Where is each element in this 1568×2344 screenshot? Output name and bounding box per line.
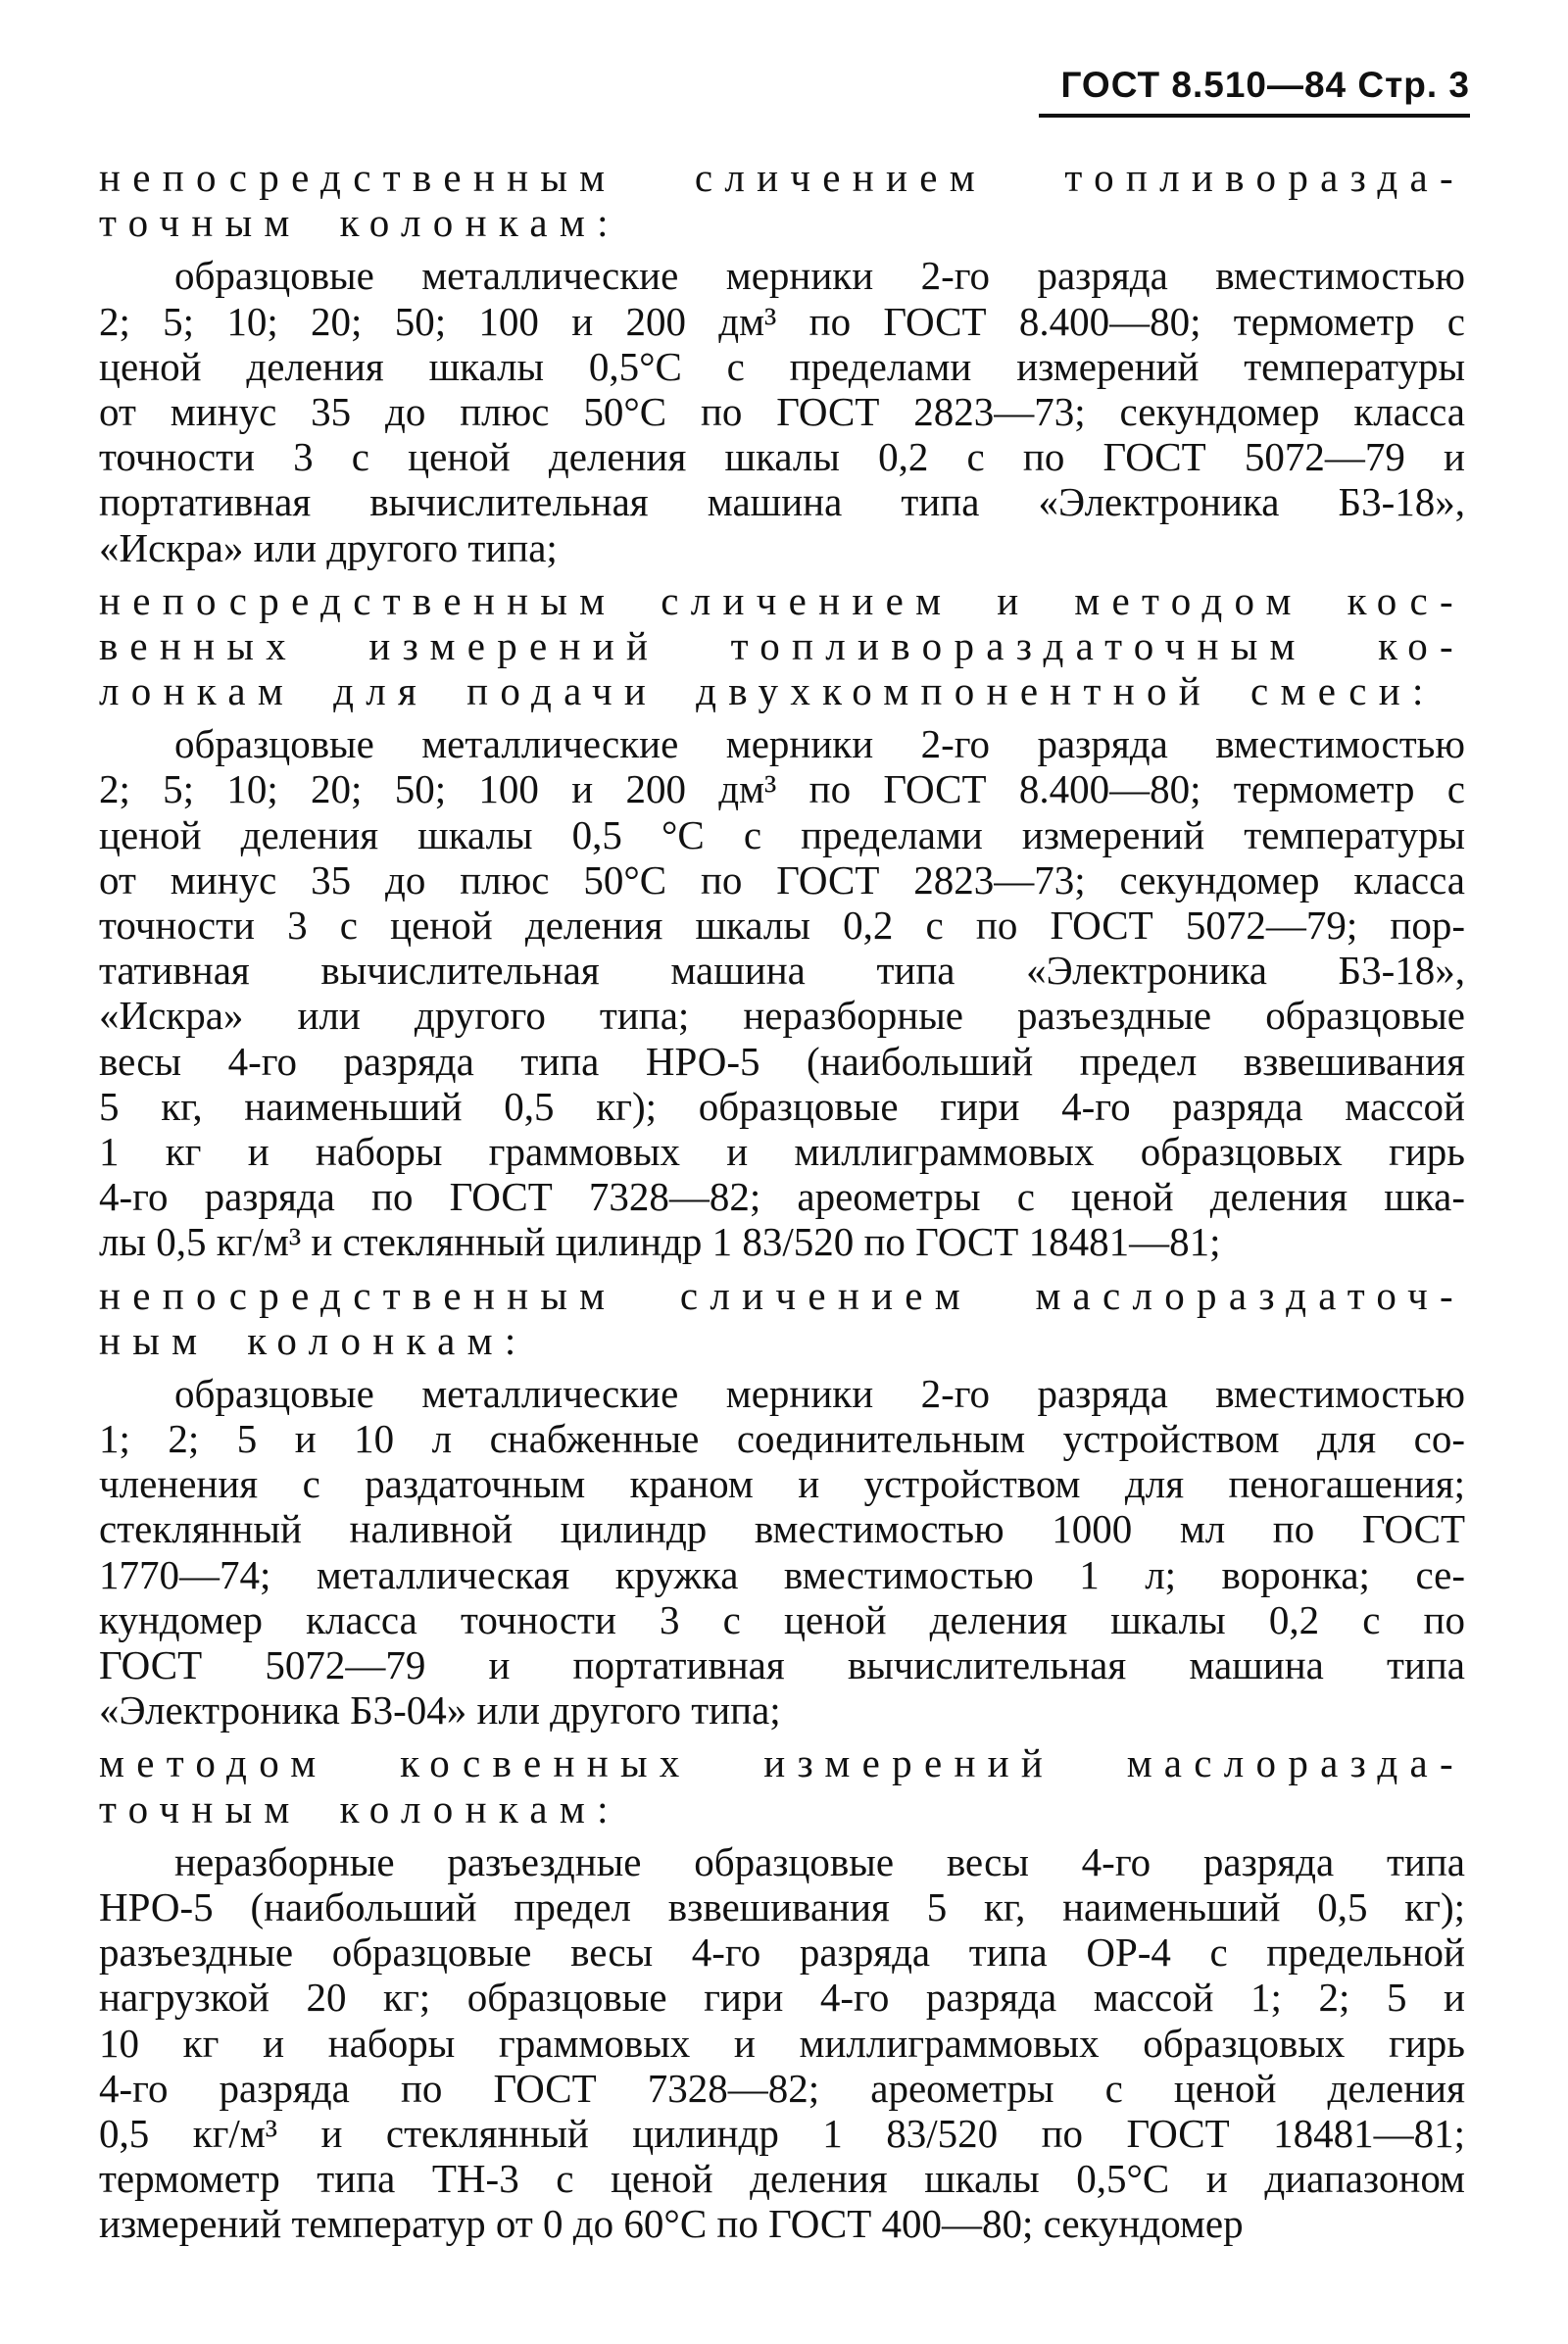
text-line: от минус 35 до плюс 50°С по ГОСТ 2823—73; секундомер класса [99,388,1465,434]
text-line: ГОСТ 5072—79 и портативная вычислительная машина типа [99,1642,1465,1687]
text-line: непосредственным сличением маслораздаточ- [99,1272,1465,1318]
text-line: точности 3 с ценой деления шкалы 0,2 с по ГОСТ 5072—79; пор- [99,903,1465,948]
text-line: неразборные разъездные образцовые весы 4-го разряда типа [174,1838,1465,1884]
page-header [1039,65,1470,123]
text-line: НРО-5 (наибольший предел взвешивания 5 кг, наименьший 0,5 кг); [99,1883,1465,1929]
text-line: 5 кг, наименьший 0,5 кг); образцовые гири 4-го разряда массой [99,1083,1465,1129]
spaced-heading [99,578,1465,714]
text-line: 1770—74; металлическая кружка вместимостью 1 л; воронка; се- [99,1551,1465,1597]
text-line: стеклянный наливной цилиндр вместимостью 1000 мл по ГОСТ [99,1506,1465,1552]
body-paragraph [99,721,1465,1264]
text-line: термометр типа ТН-3 с ценой деления шкалы 0,5°С и диапазоном [99,2156,1465,2202]
text-line: лонкам для подачи двухкомпонентной смеси: [99,668,1436,714]
spaced-heading [99,1740,1465,1831]
text-line: 1 кг и наборы граммовых и миллиграммовых образцовых гирь [99,1128,1465,1174]
text-line: нагрузкой 20 кг; образцовые гири 4-го разряда массой 1; 2; 5 и [99,1975,1465,2021]
text-line: «Искра» или другого типа; неразборные разъездные образцовые [99,993,1465,1039]
text-line: «Электроника Б3-04» или другого типа; [99,1687,781,1734]
text-line: портативная вычислительная машина типа «Электроника Б3-18», [99,479,1465,525]
text-line: тативная вычислительная машина типа «Электроника Б3-18», [99,948,1465,994]
text-line: образцовые металлические мерники 2-го разряда вместимостью [174,1370,1465,1416]
text-line: 0,5 кг/м³ и стеклянный цилиндр 1 83/520 по ГОСТ 18481—81; [99,2110,1465,2156]
text-line: точным колонкам: [99,1785,620,1831]
text-line: точным колонкам: [99,200,620,246]
text-line: измерений температур от 0 до 60°С по ГОСТ 400—80; секундомер [99,2201,1244,2247]
header-rule [1039,114,1470,118]
document-body [99,155,1465,2246]
text-line: кундомер класса точности 3 с ценой деления шкалы 0,2 с по [99,1596,1465,1642]
text-line: 4-го разряда по ГОСТ 7328—82; ареометры с ценой деления [99,2065,1465,2111]
spaced-heading [99,155,1465,245]
text-line: 4-го разряда по ГОСТ 7328—82; ареометры с ценой деления шка- [99,1174,1465,1220]
text-line: ценой деления шкалы 0,5 °С с пределами измерений температуры [99,811,1465,857]
text-line: 2; 5; 10; 20; 50; 100 и 200 дм³ по ГОСТ 8.400—80; термометр с [99,298,1465,344]
body-paragraph [99,253,1465,569]
body-paragraph [99,1839,1465,2247]
text-line: образцовые металлические мерники 2-го разряда вместимостью [174,721,1465,767]
text-line: 2; 5; 10; 20; 50; 100 и 200 дм³ по ГОСТ 8.400—80; термометр с [99,766,1465,812]
text-line: весы 4-го разряда типа НРО-5 (наибольший предел взвешивания [99,1038,1465,1084]
text-line: «Искра» или другого типа; [99,524,558,570]
header-text: ГОСТ 8.510—84 Стр. 3 [1060,65,1470,105]
spaced-heading [99,1273,1465,1363]
body-paragraph [99,1371,1465,1734]
text-line: лы 0,5 кг/м³ и стеклянный цилиндр 1 83/520 по ГОСТ 18481—81; [99,1219,1221,1265]
text-line: непосредственным сличением топливоразда- [99,155,1465,200]
text-line: образцовые металлические мерники 2-го разряда вместимостью [174,253,1465,299]
text-line: 1; 2; 5 и 10 л снабженные соединительным устройством для со- [99,1416,1465,1462]
text-line: от минус 35 до плюс 50°С по ГОСТ 2823—73; секундомер класса [99,856,1465,903]
text-line: непосредственным сличением и методом кос- [99,577,1465,623]
text-line: членения с раздаточным краном и устройством для пеногашения; [99,1461,1465,1507]
text-line: точности 3 с ценой деления шкалы 0,2 с по ГОСТ 5072—79 и [99,434,1465,480]
text-line: венных измерений топливораздаточным ко- [99,622,1465,668]
text-line: методом косвенных измерений маслоразда- [99,1740,1465,1786]
text-line: ным колонкам: [99,1317,528,1363]
text-line: разъездные образцовые весы 4-го разряда типа ОР-4 с предельной [99,1929,1465,1976]
text-line: ценой деления шкалы 0,5°С с пределами измерений температуры [99,343,1465,389]
text-line: 10 кг и наборы граммовых и миллиграммовых образцовых гирь [99,2020,1465,2066]
